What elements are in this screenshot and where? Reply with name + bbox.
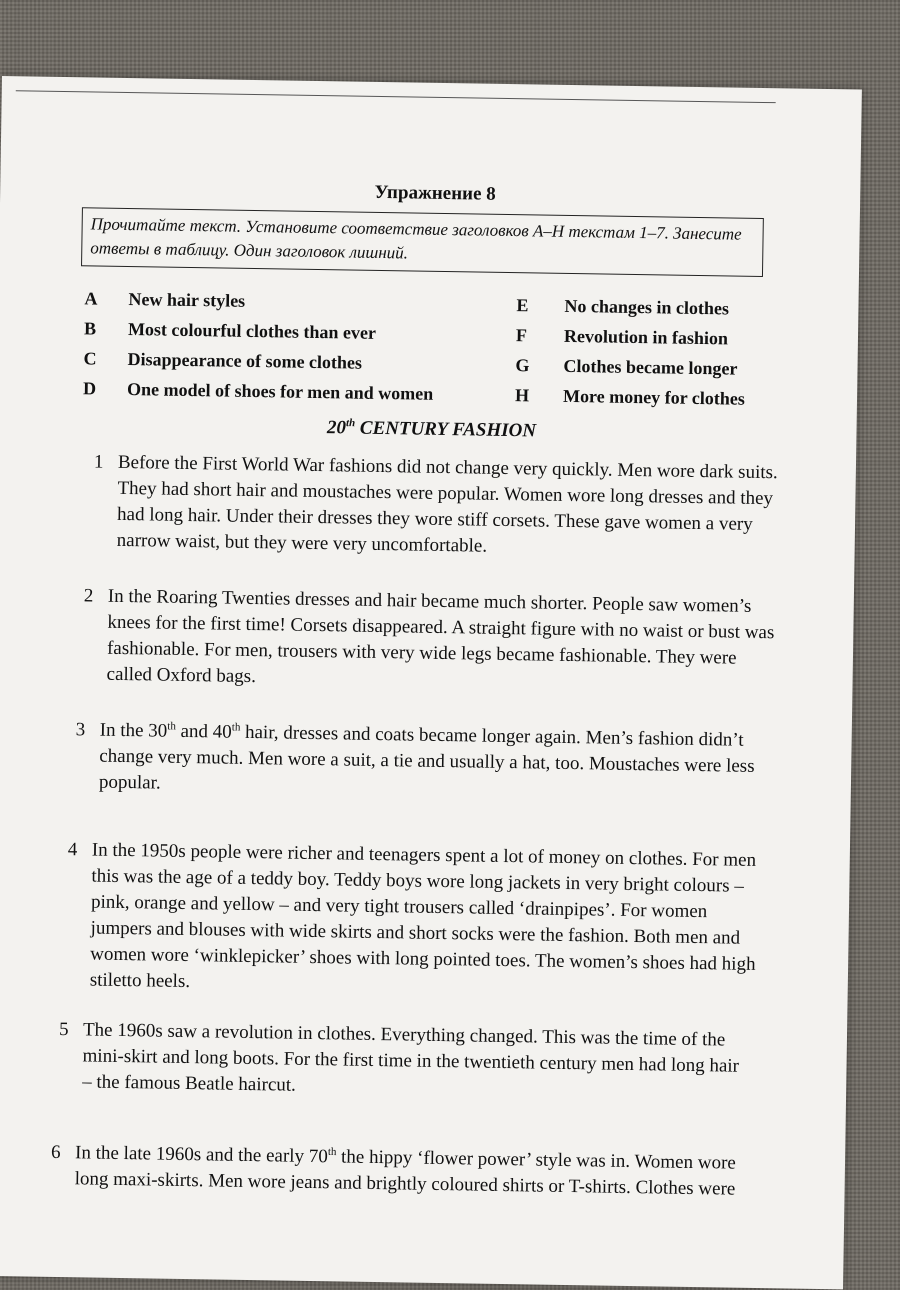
- heading-text: New hair styles: [128, 289, 246, 311]
- heading-text: One model of shoes for men and women: [126, 379, 434, 404]
- heading-item: [83, 373, 513, 410]
- headings-column-right: [515, 290, 797, 414]
- heading-text: Revolution in fashion: [563, 325, 729, 349]
- paragraph-number: 3: [75, 719, 86, 741]
- paragraph-text: The 1960s saw a revolution in clothes. Everything changed. This was the time of the mini-skirt and long boots. For the first time in the twentieth century men had long hair – the famous Beatle haircut.: [82, 1019, 740, 1096]
- worksheet-page: [0, 76, 862, 1289]
- heading-text: No changes in clothes: [564, 295, 730, 319]
- heading-letter: H: [514, 385, 530, 406]
- text-title-number: 20: [326, 417, 347, 439]
- heading-letter: G: [515, 355, 530, 376]
- paragraph-4: [67, 838, 762, 1005]
- heading-text: Most colourful clothes than ever: [127, 319, 377, 343]
- paragraph-number: 1: [93, 451, 104, 473]
- heading-letter: E: [516, 295, 529, 316]
- heading-item: [515, 350, 795, 384]
- paragraph-text: In the late 1960s and the early 70th the hippy ‘flower power’ style was in. Women wore long maxi-skirts. Men wore jeans and brightly coloured shirts or T-shirts. Clothes were: [74, 1142, 736, 1200]
- headings-list: [82, 283, 785, 409]
- heading-letter: A: [84, 288, 98, 309]
- paragraph-1: [93, 450, 789, 565]
- heading-text: More money for clothes: [562, 385, 745, 409]
- paragraph-number: 4: [67, 839, 78, 861]
- paragraph-text: Before the First World War fashions did not change very quickly. Men wore dark suits. They had short hair and moustaches were popular. Women wore long dresses and they had long hair. Under their dresses they wore stiff corsets. These gave women a very narrow waist, but they were very uncomfortable.: [116, 451, 778, 557]
- text-title-rest: CENTURY FASHION: [354, 417, 537, 442]
- exercise-title: Упражнение 8: [374, 181, 496, 205]
- paragraph-text: In the Roaring Twenties dresses and hair became much shorter. People saw women’s knees for the first time! Corsets disappeared. A straight figure with no waist or bust was fashionable. For men, trousers with very wide legs became fashionable. They were called Oxford bags.: [106, 585, 775, 688]
- paragraph-number: 5: [58, 1019, 69, 1041]
- heading-letter: D: [82, 378, 97, 399]
- heading-item: [515, 380, 795, 414]
- instruction-box: Прочитайте текст. Установите соответствие заголовков A–H текстам 1–7. Занесите ответы в таблицу. Один заголовок лишний.: [81, 207, 764, 277]
- heading-letter: C: [83, 348, 97, 369]
- page-top-rule: [16, 90, 776, 103]
- paragraph-3: [75, 718, 770, 807]
- headings-column-left: [83, 283, 515, 410]
- heading-text: Disappearance of some clothes: [127, 349, 363, 373]
- heading-item: [516, 290, 796, 324]
- paragraph-number: 2: [83, 585, 94, 607]
- heading-letter: B: [83, 318, 97, 339]
- text-title-superscript: th: [345, 417, 356, 430]
- paragraph-5: [58, 1017, 753, 1106]
- paragraph-2: [83, 584, 778, 699]
- paragraph-text: In the 30th and 40th hair, dresses and coats became longer again. Men’s fashion didn’t change very much. Men wore a suit, a tie and usually a hat, too. Moustaches were less popular.: [98, 719, 755, 794]
- heading-letter: F: [515, 325, 528, 346]
- heading-item: [516, 320, 796, 354]
- paragraph-6: [50, 1140, 745, 1203]
- paragraph-text: In the 1950s people were richer and teenagers spent a lot of money on clothes. For men this was the age of a teddy boy. Teddy boys wore long jackets in very bright colours – pink, orange and yellow – and very tight trousers called ‘drainpipes’. For women jumpers and blouses with wide skirts and short socks were the fashion. Both men and women wore ‘winklepicker’ shoes with long pointed toes. The women’s shoes had high stiletto heels.: [89, 839, 757, 993]
- text-title: [0, 412, 867, 448]
- heading-text: Clothes became longer: [563, 355, 738, 379]
- paragraph-number: 6: [50, 1141, 61, 1164]
